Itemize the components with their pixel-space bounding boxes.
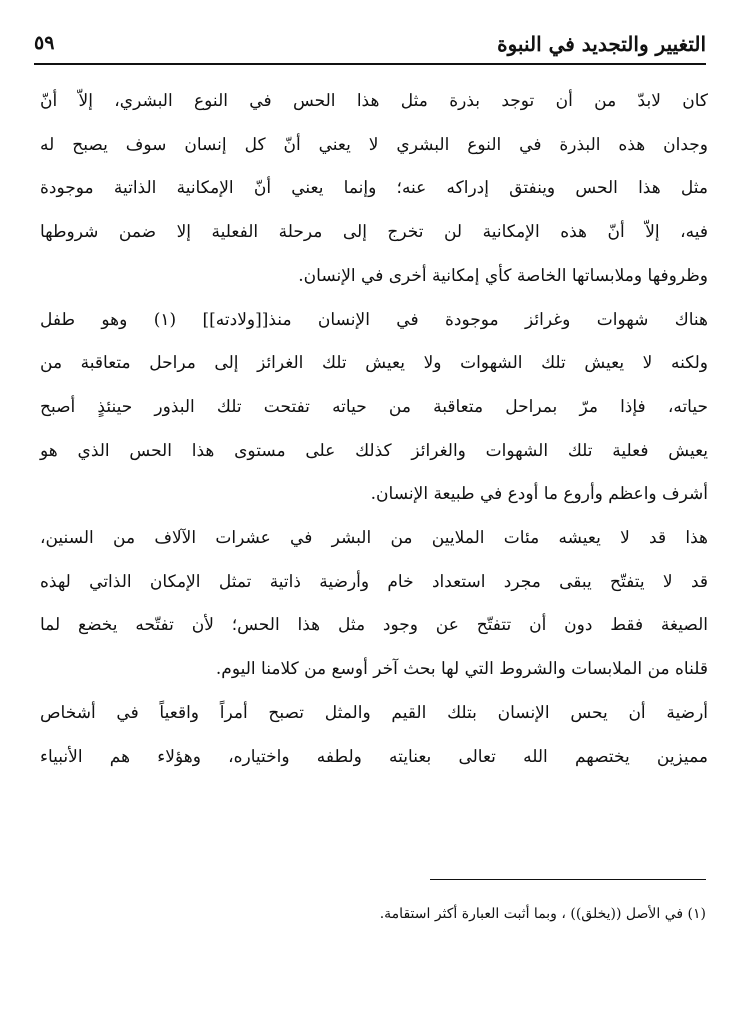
text-line: هذا قد لا يعيشه مئات الملايين من البشر في عشرات الآلاف من السنين، — [40, 528, 708, 549]
text-line: أرضية أن يحس الإنسان بتلك القيم والمثل تصبح أمراً واقعياً في أشخاص — [40, 702, 708, 723]
text-line: وظروفها وملابساتها الخاصة كأي إمكانية أخرى في الإنسان. — [298, 265, 708, 286]
text-line: وجدان هذه البذرة في النوع البشري لا يعني أنّ كل إنسان سوف يصبح له — [40, 134, 708, 155]
paragraph-3 — [40, 517, 708, 692]
footnote-divider — [430, 879, 706, 880]
paragraph-2 — [40, 299, 708, 518]
text-line: يعيش فعلية تلك الشهوات والغرائز كذلك على مستوى هذا الحس الذي هو — [40, 440, 709, 461]
page-number: ٥٩ — [34, 32, 55, 54]
text-line: قد لا يتفتّح يبقى مجرد استعداد خام وأرضية ذاتية تمثل الإمكان الذاتي لهذه — [40, 571, 708, 592]
text-line: ولكنه لا يعيش تلك الشهوات ولا يعيش تلك الغرائز إلى مراحل متعاقبة من — [40, 353, 708, 374]
text-line: مثل هذا الحس وينفتق إدراكه عنه؛ وإنما يعني أنّ الإمكانية الذاتية موجودة — [40, 178, 708, 199]
text-line: مميزين يختصهم الله تعالى بعنايته ولطفه واختياره، وهؤلاء هم الأنبياء — [40, 746, 708, 767]
footnote: (١) في الأصل ((يخلق)) ، وبما أثبت العبارة أكثر استقامة. — [379, 906, 706, 922]
text-line: قلناه من الملابسات والشروط التي لها بحث آخر أوسع من كلامنا اليوم. — [215, 659, 708, 680]
paragraph-4 — [40, 692, 708, 779]
page-header — [34, 32, 706, 62]
text-line: كان لابدّ من أن توجد بذرة مثل هذا الحس في النوع البشري، إلاّ أنّ — [40, 91, 708, 111]
running-title: التغيير والتجديد في النبوة — [497, 32, 706, 56]
text-line: حياته، فإذا مرّ بمراحل متعاقبة من حياته تفتحت تلك البذور حينئذٍ أصبح — [40, 396, 708, 417]
text-line: الصيغة فقط دون أن تتفتّح عن وجود مثل هذا الحس؛ لأن تفتّحه يخضع لما — [40, 615, 708, 636]
paragraph-1 — [40, 80, 708, 299]
body-text — [40, 80, 708, 779]
header-rule — [34, 63, 706, 65]
text-line: هناك شهوات وغرائز موجودة في الإنسان منذ[[ولادته]] (١) وهو طفل — [40, 309, 708, 330]
text-line: أشرف واعظم وأروع ما أودع في طبيعة الإنسان. — [370, 484, 708, 505]
text-line: فيه، إلاّ أنّ هذه الإمكانية لن تخرج إلى مرحلة الفعلية إلا ضمن شروطها — [40, 222, 708, 243]
